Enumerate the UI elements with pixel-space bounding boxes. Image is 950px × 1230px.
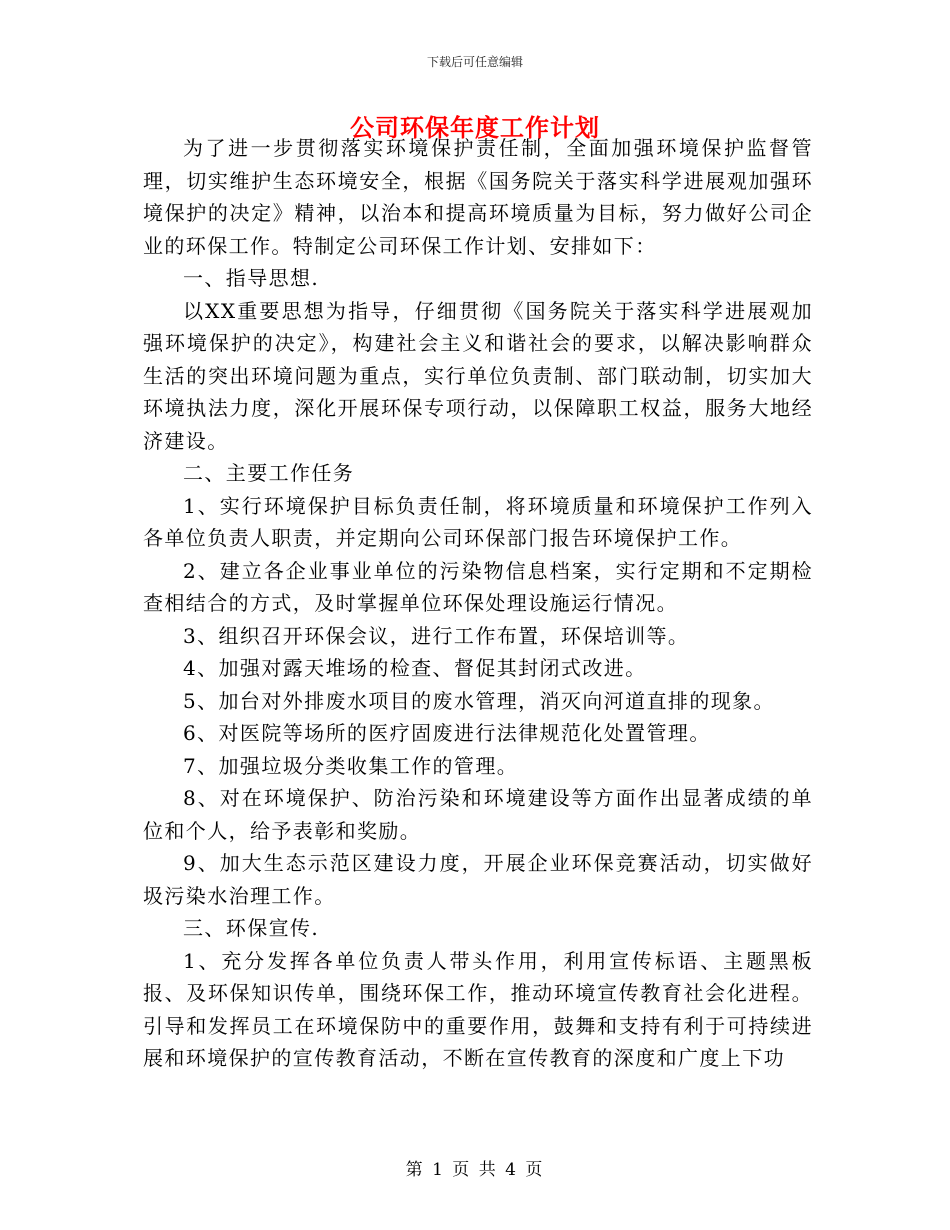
page-footer-number: 第 1 页 共 4 页 xyxy=(405,1160,545,1180)
task-item-9: 9、加大生态示范区建设力度，开展企业环保竞赛活动，切实做好圾污染水治理工作。 xyxy=(143,851,813,908)
task-item-4: 4、加强对露天堆场的检查、督促其封闭式改进。 xyxy=(183,656,647,680)
task-item-7: 7、加强垃圾分类收集工作的管理。 xyxy=(183,753,519,778)
guiding-ideology-paragraph: 以XX重要思想为指导，仔细贯彻《国务院关于落实科学进展观加强环境保护的决定》，构建社会主义和谐社会的要求，以解决影响群众生活的突出环境问题为重点，实行单位负责制、部门联动制，切实加大环境执法力度，深化开展环保专项行动，以保障职工权益，服务大地经济建设。 xyxy=(143,298,813,453)
task-item-2: 2、建立各企业事业单位的污染物信息档案，实行定期和不定期检查相结合的方式，及时掌握单位环保处理设施运行情况。 xyxy=(143,558,813,615)
task-item-5: 5、加台对外排废水项目的废水管理，消灭向河道直排的现象。 xyxy=(183,688,775,713)
section-heading-main-tasks: 二、主要工作任务 xyxy=(183,461,355,485)
task-item-3: 3、组织召开环保会议，进行工作布置，环保培训等。 xyxy=(183,623,690,648)
task-item-8: 8、对在环境保护、防治污染和环境建设等方面作出显著成绩的单位和个人，给予表彰和奖励。 xyxy=(143,786,813,843)
section-heading-guiding-ideology: 一、指导思想. xyxy=(183,266,320,290)
document-body xyxy=(143,132,813,1075)
section-heading-publicity: 三、环保宣传. xyxy=(183,916,320,940)
document-title: 公司环保年度工作计划 xyxy=(350,113,600,142)
publicity-item-1: 1、充分发挥各单位负责人带头作用，利用宣传标语、主题黑板报、及环保知识传单，围绕环保工作，推动环境宣传教育社会化进程。引导和发挥员工在环境保防中的重要作用，鼓舞和支持有利于可持续进展和环境保护的宣传教育活动，不断在宣传教育的深度和广度上下功 xyxy=(143,948,813,1070)
task-item-1: 1、实行环境保护目标负责任制，将环境质量和环境保护工作列入各单位负责人职责，并定期向公司环保部门报告环境保护工作。 xyxy=(143,493,813,550)
task-item-6: 6、对医院等场所的医疗固废进行法律规范化处置管理。 xyxy=(183,721,711,745)
page-header-note: 下载后可任意编辑 xyxy=(426,55,523,69)
intro-paragraph: 为了进一步贯彻落实环境保护责任制，全面加强环境保护监督管理，切实维护生态环境安全，根据《国务院关于落实科学进展观加强环境保护的决定》精神，以治本和提高环境质量为目标，努力做好公司企业的环保工作。特制定公司环保工作计划、安排如下： xyxy=(143,136,813,258)
